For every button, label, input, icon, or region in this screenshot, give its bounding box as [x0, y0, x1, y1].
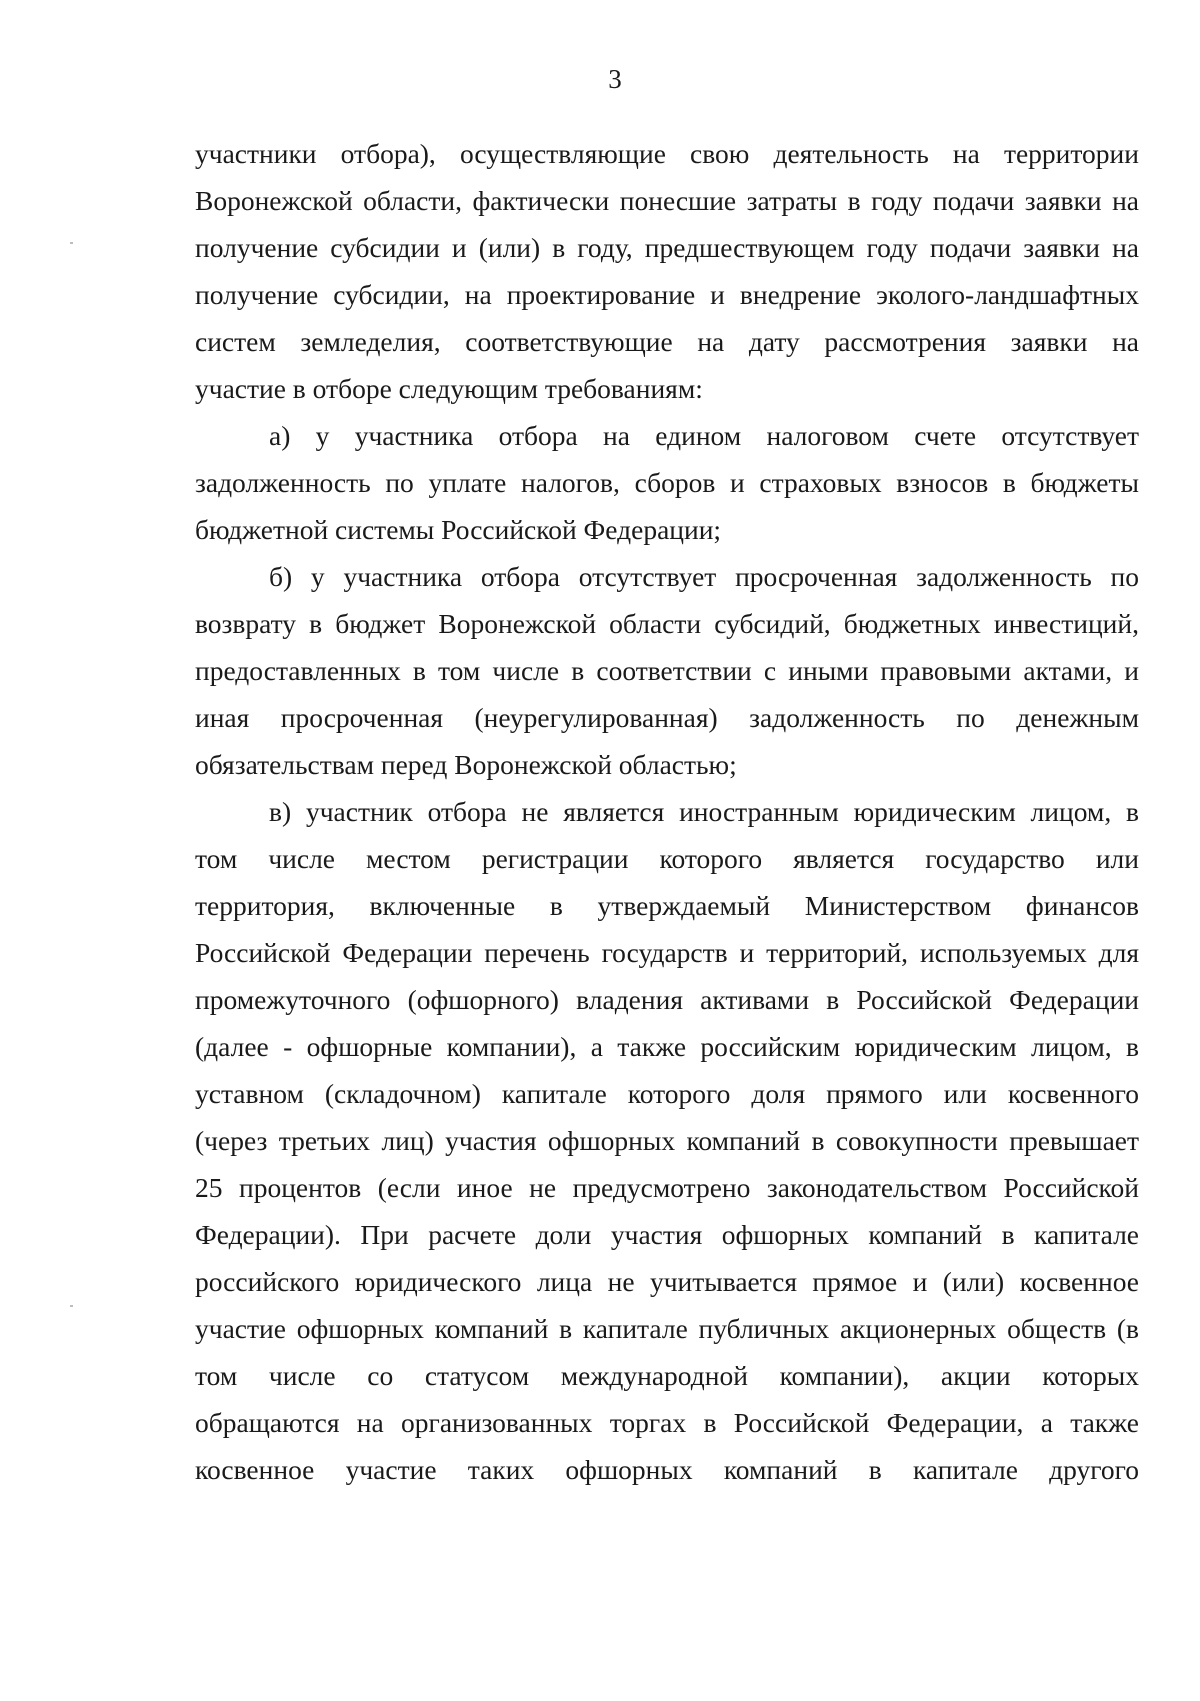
text-line: в) участник отбора не является иностранным юридическим лицом, в: [269, 796, 1139, 827]
text-line: 25 процентов (если иное не предусмотрено законодательством Российской: [195, 1172, 1139, 1203]
text-line: территория, включенные в утверждаемый Министерством финансов: [195, 890, 1139, 921]
text-line: том числе местом регистрации которого является государство или: [195, 843, 1139, 874]
text-line: возврату в бюджет Воронежской области субсидий, бюджетных инвестиций,: [195, 608, 1139, 639]
text-line: (далее - офшорные компании), а также российским юридическим лицом, в: [195, 1031, 1139, 1062]
paragraph-item-v: [195, 788, 1139, 1493]
text-line: обязательствам перед Воронежской областью;: [195, 749, 737, 780]
text-line: уставном (складочном) капитале которого доля прямого или косвенного: [195, 1078, 1139, 1109]
text-line: участие офшорных компаний в капитале публичных акционерных обществ (в: [195, 1313, 1139, 1344]
text-line: том числе со статусом международной компании), акции которых: [195, 1360, 1139, 1391]
page-number: 3: [608, 64, 622, 94]
text-line: а) у участника отбора на едином налоговом счете отсутствует: [269, 420, 1139, 451]
text-line: предоставленных в том числе в соответствии с иными правовыми актами, и: [195, 655, 1139, 686]
paragraph-item-b: [195, 553, 1139, 788]
text-line: Российской Федерации перечень государств и территорий, используемых для: [195, 937, 1139, 968]
paragraph-item-a: [195, 412, 1139, 553]
text-line: получение субсидии, на проектирование и внедрение эколого-ландшафтных: [195, 279, 1139, 310]
text-line: бюджетной системы Российской Федерации;: [195, 514, 722, 545]
text-line: (через третьих лиц) участия офшорных компаний в совокупности превышает: [195, 1125, 1139, 1156]
text-line: косвенное участие таких офшорных компаний в капитале другого: [195, 1454, 1139, 1485]
text-line: иная просроченная (неурегулированная) задолженность по денежным: [195, 702, 1139, 733]
text-line: участие в отборе следующим требованиям:: [195, 373, 703, 404]
text-line: получение субсидии и (или) в году, предшествующем году подачи заявки на: [195, 232, 1139, 263]
document-body: [195, 130, 1139, 1493]
text-line: Воронежской области, фактически понесшие затраты в году подачи заявки на: [195, 185, 1139, 216]
text-line: российского юридического лица не учитывается прямое и (или) косвенное: [195, 1266, 1139, 1297]
text-line: систем земледелия, соответствующие на дату рассмотрения заявки на: [195, 326, 1139, 357]
scan-artifact: [70, 242, 73, 244]
text-line: участники отбора), осуществляющие свою деятельность на территории: [195, 138, 1139, 169]
text-line: задолженность по уплате налогов, сборов и страховых взносов в бюджеты: [195, 467, 1139, 498]
scan-artifact: [70, 1305, 73, 1307]
text-line: б) у участника отбора отсутствует просроченная задолженность по: [269, 561, 1139, 592]
paragraph-intro: [195, 130, 1139, 412]
text-line: промежуточного (офшорного) владения активами в Российской Федерации: [195, 984, 1139, 1015]
text-line: обращаются на организованных торгах в Российской Федерации, а также: [195, 1407, 1139, 1438]
text-line: Федерации). При расчете доли участия офшорных компаний в капитале: [195, 1219, 1139, 1250]
